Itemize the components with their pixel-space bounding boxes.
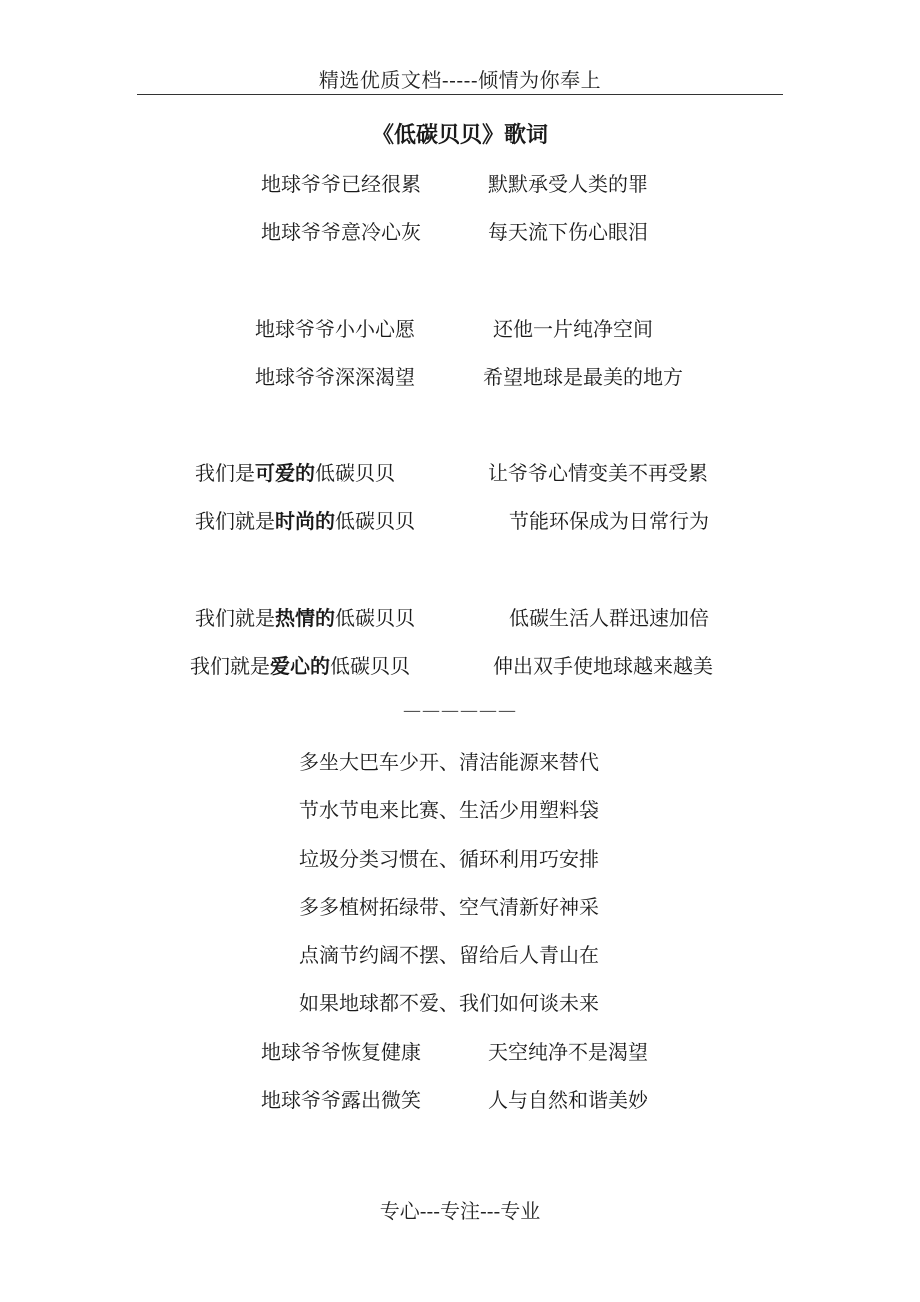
lyric-text: 低碳贝贝 xyxy=(335,509,415,533)
lyric-line: 节水节电来比赛、生活少用塑料袋 xyxy=(299,798,599,822)
lyric-text: 低碳贝贝 xyxy=(330,654,410,678)
lyric-text: 我们就是 xyxy=(195,606,275,630)
lyric-text: 我们是 xyxy=(195,461,255,485)
lyric-line: 如果地球都不爱、我们如何谈未来 xyxy=(299,991,599,1015)
lyric-line: 低碳生活人群迅速加倍 xyxy=(509,606,709,630)
lyric-line: 节能环保成为日常行为 xyxy=(509,509,709,533)
lyric-line: 希望地球是最美的地方 xyxy=(483,365,683,389)
lyric-line xyxy=(195,459,395,487)
lyric-text: 我们就是 xyxy=(190,654,270,678)
page-header: 精选优质文档-----倾情为你奉上 xyxy=(318,68,602,92)
lyric-emphasis: 爱心的 xyxy=(270,654,330,678)
lyric-line xyxy=(195,507,415,535)
lyric-line: 默默承受人类的罪 xyxy=(488,172,648,196)
lyric-line: 还他一片纯净空间 xyxy=(493,317,653,341)
lyric-line xyxy=(195,604,415,632)
lyric-line: 多多植树拓绿带、空气清新好神采 xyxy=(299,895,599,919)
header-divider xyxy=(137,94,783,95)
page-footer: 专心---专注---专业 xyxy=(379,1199,541,1223)
lyric-emphasis: 热情的 xyxy=(275,606,335,630)
lyric-text: 低碳贝贝 xyxy=(315,461,395,485)
lyric-line: 天空纯净不是渴望 xyxy=(488,1040,648,1064)
section-separator: —————— xyxy=(403,700,517,721)
lyric-line: 点滴节约阔不摆、留给后人青山在 xyxy=(299,943,599,967)
lyric-line: 地球爷爷露出微笑 xyxy=(261,1088,421,1112)
lyric-line: 多坐大巴车少开、清洁能源来替代 xyxy=(299,750,599,774)
lyric-line: 地球爷爷恢复健康 xyxy=(261,1040,421,1064)
lyric-line: 垃圾分类习惯在、循环利用巧安排 xyxy=(299,847,599,871)
lyric-line: 地球爷爷小小心愿 xyxy=(255,317,415,341)
lyric-line: 地球爷爷已经很累 xyxy=(261,172,421,196)
lyric-line: 让爷爷心情变美不再受累 xyxy=(488,461,708,485)
lyric-line: 人与自然和谐美妙 xyxy=(488,1088,648,1112)
lyric-line: 伸出双手使地球越来越美 xyxy=(493,654,713,678)
lyric-emphasis: 时尚的 xyxy=(275,509,335,533)
lyric-text: 我们就是 xyxy=(195,509,275,533)
lyric-text: 低碳贝贝 xyxy=(335,606,415,630)
lyric-line: 地球爷爷深深渴望 xyxy=(255,365,415,389)
lyric-line: 每天流下伤心眼泪 xyxy=(488,220,648,244)
lyric-line xyxy=(190,652,410,680)
song-title: 《低碳贝贝》歌词 xyxy=(371,122,548,148)
lyric-emphasis: 可爱的 xyxy=(255,461,315,485)
lyric-line: 地球爷爷意冷心灰 xyxy=(261,220,421,244)
